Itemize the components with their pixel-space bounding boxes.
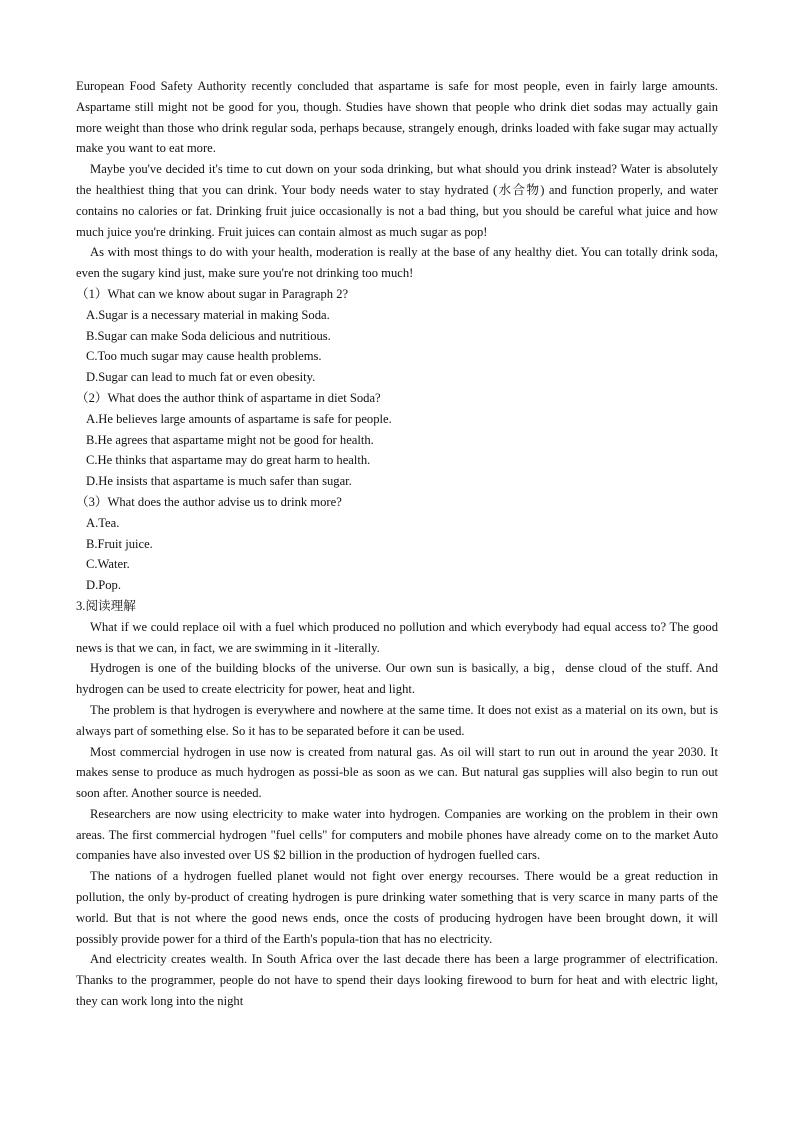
- section3-paragraph-2: Hydrogen is one of the building blocks of the universe. Our own sun is basically, a big，dense cloud of the stuff. And hydrogen can be used to create electricity for power, heat and light.: [76, 661, 718, 697]
- option-d: D.He insists that aspartame is much safer than sugar.: [86, 474, 352, 489]
- section3-paragraph-4: Most commercial hydrogen in use now is created from natural gas. As oil will start to run out in around the year 2030. It makes sense to produce as much hydrogen as possi-ble as soon as we can. But natural gas supplies will also begin to run out soon after. Another source is needed.: [76, 744, 718, 801]
- option-c: C.Too much sugar may cause health problems.: [86, 349, 322, 364]
- option-c: C.Water.: [86, 557, 130, 572]
- section3-paragraph-7: And electricity creates wealth. In South Africa over the last decade there has been a large programmer of electrification. Thanks to the programmer, people do not have to spend their days looking firewood to burn for heat and with electric light, they can work long into the night: [76, 952, 718, 1009]
- question-1: [76, 284, 718, 388]
- option-b: B.He agrees that aspartame might not be good for health.: [86, 432, 374, 447]
- option-c: C.He thinks that aspartame may do great harm to health.: [86, 453, 371, 468]
- passage-paragraph-1: European Food Safety Authority recently concluded that aspartame is safe for most people, even in fairly large amounts. Aspartame still might not be good for you, though. Studies have shown that people who drink diet sodas may actually gain more weight than those who drink regular soda, perhaps because, strangely enough, drinks loaded with fake sugar may actually make you want to eat more.: [76, 79, 718, 156]
- section3-paragraph-5: Researchers are now using electricity to make water into hydrogen. Companies are working on the problem in their own areas. The first commercial hydrogen "fuel cells" for computers and mobile phones have already come on to the market Auto companies have also invested over US $2 billion in the production of hydrogen fuelled cars.: [76, 806, 718, 863]
- question-stem: （1）What can we know about sugar in Paragraph 2?: [76, 286, 349, 301]
- option-d: D.Pop.: [86, 578, 121, 593]
- section3-paragraph-3: The problem is that hydrogen is everywhere and nowhere at the same time. It does not exist as a material on its own, but is always part of something else. So it has to be separated before it can be used.: [76, 702, 718, 738]
- passage-paragraph-3: As with most things to do with your health, moderation is really at the base of any healthy diet. You can totally drink soda, even the sugary kind just, make sure you're not drinking too much!: [76, 245, 718, 281]
- option-a: A.He believes large amounts of aspartame is safe for people.: [86, 411, 392, 426]
- option-d: D.Sugar can lead to much fat or even obesity.: [86, 370, 316, 385]
- option-a: A.Sugar is a necessary material in making Soda.: [86, 307, 330, 322]
- option-b: B.Sugar can make Soda delicious and nutritious.: [86, 328, 331, 343]
- question-stem: （3）What does the author advise us to drink more?: [76, 494, 342, 509]
- passage-paragraph-2: Maybe you've decided it's time to cut down on your soda drinking, but what should you drink instead? Water is absolutely the healthiest thing that you can drink. Your body needs water to stay hydrated (水合物) and function properly, and water contains no calories or fat. Drinking fruit juice occasionally is not a bad thing, but you should be careful what juice and how much juice you're drinking. Fruit juices can contain almost as much sugar as pop!: [76, 162, 718, 239]
- section3-paragraph-1: What if we could replace oil with a fuel which produced no pollution and which everybody had equal access to? The good news is that we can, in fact, we are swimming in it -literally.: [76, 619, 718, 655]
- question-3: [76, 492, 718, 596]
- section-title: 3.阅读理解: [76, 598, 136, 613]
- document-page: [76, 76, 718, 1012]
- section3-paragraph-6: The nations of a hydrogen fuelled planet would not fight over energy recourses. There would be a great reduction in pollution, the only by-product of creating hydrogen is pure drinking water something that is very scarce in many parts of the world. But that is not where the good news ends, once the costs of producing hydrogen have been brought down, it will possibly provide power for a third of the Earth's popula-tion that has no electricity.: [76, 869, 718, 946]
- option-a: A.Tea.: [86, 515, 120, 530]
- question-2: [76, 388, 718, 492]
- option-b: B.Fruit juice.: [86, 536, 153, 551]
- question-stem: （2）What does the author think of aspartame in diet Soda?: [76, 390, 381, 405]
